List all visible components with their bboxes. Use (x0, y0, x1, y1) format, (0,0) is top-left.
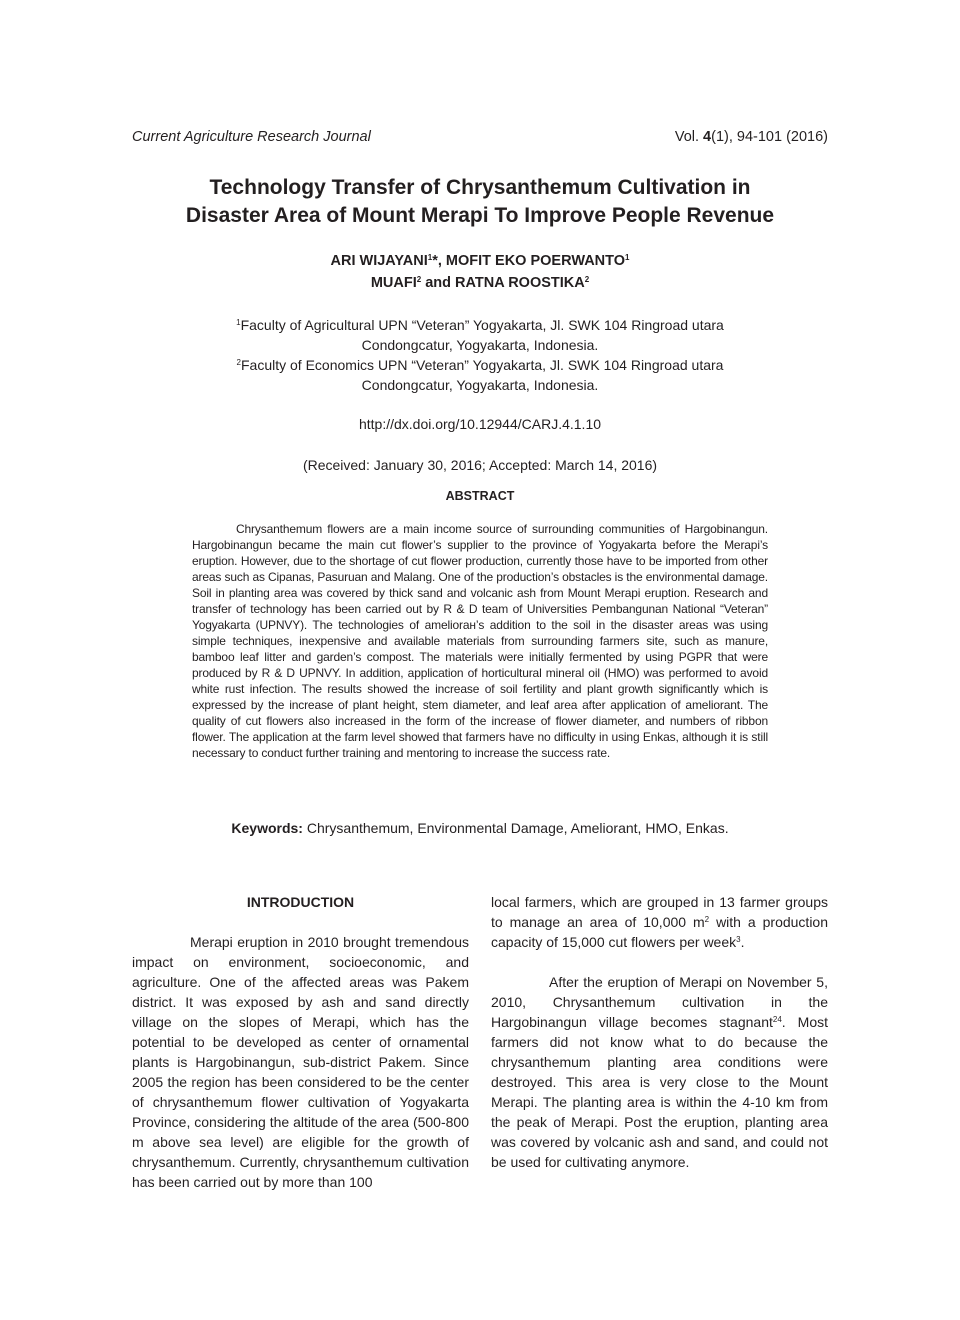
keywords-label: Keywords: (231, 820, 303, 836)
left-column (132, 892, 469, 1192)
affiliation-line (100, 315, 860, 335)
keywords-list: Chrysanthemum, Environmental Damage, Ameliorant, HMO, Enkas. (302, 820, 729, 836)
volume-suffix: (1), 94-101 (2016) (711, 129, 828, 145)
volume-number: 4 (703, 129, 712, 145)
affiliation-line: Condongcatur, Yogyakarta, Indonesia. (361, 377, 599, 393)
intro-paragraph-2 (491, 972, 828, 1172)
paragraph-text: with a production capacity of 15,000 cut flowers per week (491, 914, 829, 950)
affiliation-text: Faculty of Economics UPN “Veteran” Yogyakarta, Jl. SWK 104 Ringroad utara (241, 357, 724, 373)
citation-marker: 24 (772, 1015, 782, 1024)
paper-title (100, 174, 860, 230)
affiliation-2 (100, 355, 860, 395)
author-name: ARI WIJAYANI (330, 253, 428, 269)
received-accepted-dates: (Received: January 30, 2016; Accepted: March 14, 2016) (302, 457, 658, 473)
author-conjunction: and (421, 275, 456, 291)
title-line-1: Technology Transfer of Chrysanthemum Cultivation in (209, 176, 751, 199)
volume-prefix: Vol. (674, 129, 704, 145)
journal-name: Current Agriculture Research Journal (132, 129, 371, 145)
intro-paragraph-1: Merapi eruption in 2010 brought tremendous impact on environment, socioeconomic, and agriculture. One of the affected areas was Pakem district. It was exposed by ash and sand directly village on the slopes of Merapi, which has the potential to be developed as center of ornamental plants is Hargobinangun, sub-district Pakem. Since 2005 the region has been considered to be the center of chrysanthemum flower cultivation of Yogyakarta Province, considering the altitude of the area (500-800 m above sea level) are eligible for the growth of chrysanthemum. Currently, chrysanthemum cultivation has been carried out by more than 100 (132, 934, 469, 1190)
running-head (132, 129, 828, 149)
author-line-1 (100, 250, 860, 272)
author-name: RATNA ROOSTIKA (455, 275, 585, 291)
volume-info (675, 129, 828, 145)
affiliations (100, 315, 860, 395)
paragraph-text: . Most farmers did not know what to do because the chrysanthemum planting area conditions were destroyed. This area is very close to the Mount Merapi. The planting area is within the 4-10 km from the peak of Merapi. Post the eruption, planting area was covered by volcanic ash and sand, and could not be used for cultivating anymore. (491, 1014, 828, 1170)
affiliation-marker: 1 (427, 253, 433, 262)
affiliation-marker: 1 (625, 253, 630, 262)
abstract-text: Chrysanthemum flowers are a main income source of surrounding communities of Hargobinangun. Hargobinangun became the main cut flower’s supplier to the province of Yogyakarta before the Merapi’s eruption. However, due to the shortage of cut flower production, currently those have to be imported from other areas such as Cipanas, Pasuruan and Malang. One of the production’s obstacles is the environmental damage. Soil in planting area was covered by thick sand and volcanic ash from Mount Merapi eruption. Research and transfer of technology has been carried out by R & D team of Universities Pembangunan National “Veteran” Yogyakarta (UPNVY). The technologies of ameliorан’s addition to the soil in the disaster areas was using simple techniques, inexpensive and available materials from surrounding farmers site, such as manure, bamboo leaf litter and garden’s compost. The materials were initially fermented by using PGPR that were produced by R & D UPNVY. In addition, application of horticultural mineral oil (HMO) was performed to avoid white rust infection. The results showed the increase of soil fertility and plant growth significantly which is expressed by the increase of plant height, stem diameter, and leaf area after application of ameliorant. The quality of cut flowers also increased in the form of the increase of flower diameter, and numbers of ribbon flower. The application at the farm level showed that farmers have no difficulty in using Enkas, although it is still necessary to conduct further training and mentoring to increase the success rate. (192, 522, 768, 760)
affiliation-number: 2 (236, 358, 241, 367)
affiliation-marker: 2 (416, 275, 422, 284)
paragraph-text: After the eruption of Merapi on November 5, 2010, Chrysanthemum cultivation in the Hargobinangun village becomes stagnant (491, 974, 828, 1030)
right-column (491, 892, 828, 1172)
title-line-2: Disaster Area of Mount Merapi To Improve People Revenue (185, 204, 775, 227)
doi-link[interactable]: http://dx.doi.org/10.12944/CARJ.4.1.10 (358, 416, 602, 432)
introduction-heading: INTRODUCTION (246, 894, 355, 910)
author-name: MOFIT EKO POERWANTO (445, 253, 626, 269)
keywords (100, 820, 860, 836)
affiliation-text: Faculty of Agricultural UPN “Veteran” Yogyakarta, Jl. SWK 104 Ringroad utara (240, 317, 724, 333)
intro-paragraph-1-continued (491, 892, 828, 952)
affiliation-1 (100, 315, 860, 355)
author-name: MUAFI (370, 275, 417, 291)
citation-marker: 3 (736, 935, 741, 944)
affiliation-marker: 2 (584, 275, 590, 284)
affiliation-number: 1 (236, 318, 241, 327)
corresponding-marker: *, (432, 253, 446, 269)
superscript: 2 (704, 915, 710, 924)
paragraph-text: . (740, 934, 745, 950)
abstract-heading: ABSTRACT (445, 489, 515, 503)
author-list (100, 250, 860, 294)
paragraph-text: local farmers, which are grouped in 13 farmer groups to manage an area of 10,000 m (491, 894, 828, 930)
affiliation-line (100, 355, 860, 375)
affiliation-line: Condongcatur, Yogyakarta, Indonesia. (361, 337, 599, 353)
author-line-2 (100, 272, 860, 294)
